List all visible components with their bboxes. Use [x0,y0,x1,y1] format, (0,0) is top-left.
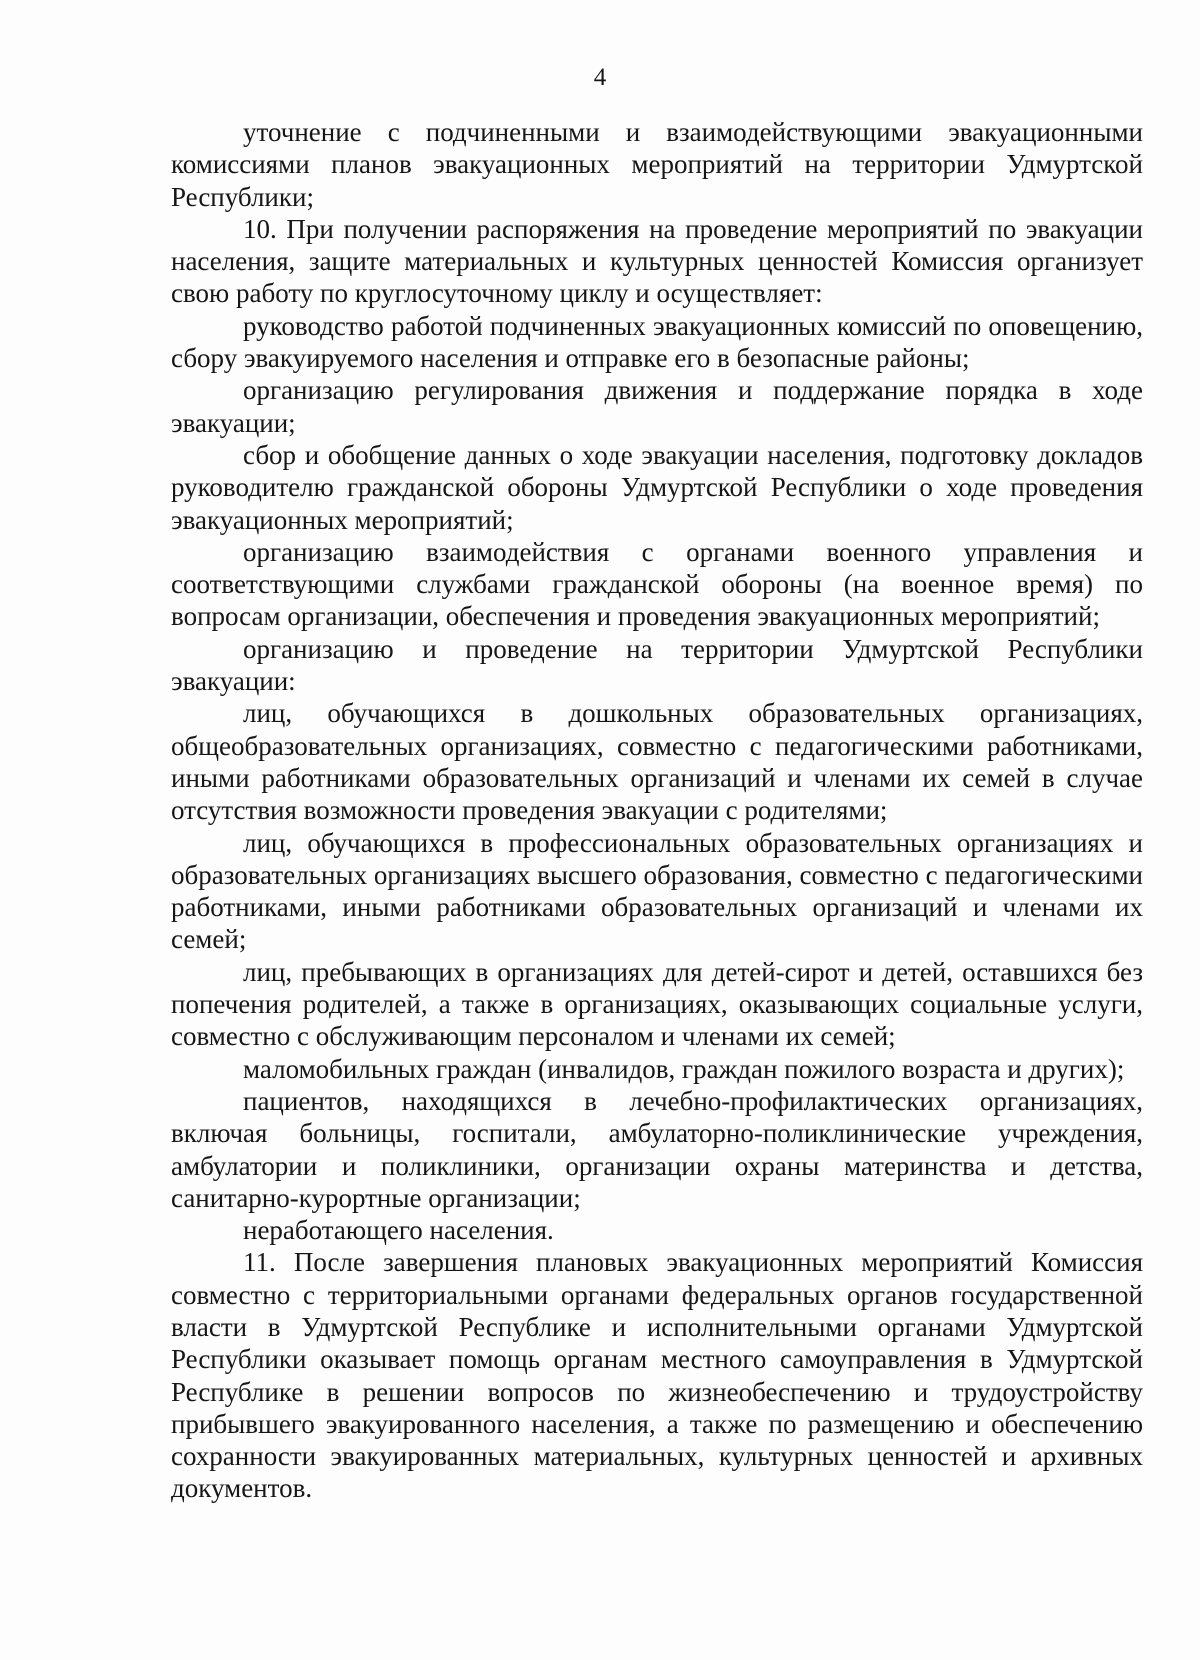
paragraph-clarification: уточнение с подчиненными и взаимодействующими эвакуационными комиссиями планов эвакуационных мероприятий на территории Удмуртской Республики; [171,117,1143,212]
paragraph-low-mobility: маломобильных граждан (инвалидов, граждан пожилого возраста и других); [243,1053,1125,1084]
paragraph-patients: пациентов, находящихся в лечебно-профилактических организациях, включая больницы, госпитали, амбулаторно-поликлинические учреждения, амбулатории и поликлиники, организации охраны материнства и детства, санитарно-курортные организации; [171,1085,1143,1213]
paragraph-orphans: лиц, пребывающих в организациях для детей-сирот и детей, оставшихся без попечения родителей, а также в организациях, оказывающих социальные услуги, совместно с обслуживающим персоналом и членами их семей; [171,956,1143,1052]
paragraph-preschool-students: лиц, обучающихся в дошкольных образовательных организациях, общеобразовательных организациях, совместно с педагогическими работниками, иными работниками образовательных организаций и членами их семей в случае отсутствия возможности проведения эвакуации с родителями; [171,698,1143,826]
paragraph-professional-students: лиц, обучающихся в профессиональных образовательных организациях и образовательных организациях высшего образования, совместно с педагогическими работниками, иными работниками образовательных организаций и членами их семей; [171,827,1143,955]
paragraph-traffic-regulation: организацию регулирования движения и поддержание порядка в ходе эвакуации; [171,375,1143,438]
paragraph-data-collection: сбор и обобщение данных о ходе эвакуации населения, подготовку докладов руководителю гражданской обороны Удмуртской Республики о ходе проведения эвакуационных мероприятий; [171,439,1143,535]
paragraph-item-10: 10. При получении распоряжения на проведение мероприятий по эвакуации населения, защите материальных и культурных ценностей Комиссия организует свою работу по круглосуточному циклу и осуществляет: [171,213,1143,309]
paragraph-item-11: 11. После завершения плановых эвакуационных мероприятий Комиссия совместно с территориальными органами федеральных органов государственной власти в Удмуртской Республике и исполнительными органами Удмуртской Республики оказывает помощь органам местного самоуправления в Удмуртской Республике в решении вопросов по жизнеобеспечению и трудоустройству прибывшего эвакуированного населения, а также по размещению и обеспечению сохранности эвакуированных материальных, культурных ценностей и архивных документов. [171,1247,1143,1504]
paragraph-management: руководство работой подчиненных эвакуационных комиссий по оповещению, сбору эвакуируемого населения и отправке его в безопасные районы; [171,310,1143,374]
paragraph-interaction: организацию взаимодействия с органами военного управления и соответствующими службами гражданской обороны (на военное время) по вопросам организации, обеспечения и проведения эвакуационных мероприятий; [171,536,1143,632]
paragraph-unemployed: неработающего населения. [243,1215,554,1246]
page-number: 4 [593,64,607,91]
document-body [171,116,1143,1505]
paragraph-evacuation-organization: организацию и проведение на территории Удмуртской Республики эвакуации: [171,633,1143,697]
